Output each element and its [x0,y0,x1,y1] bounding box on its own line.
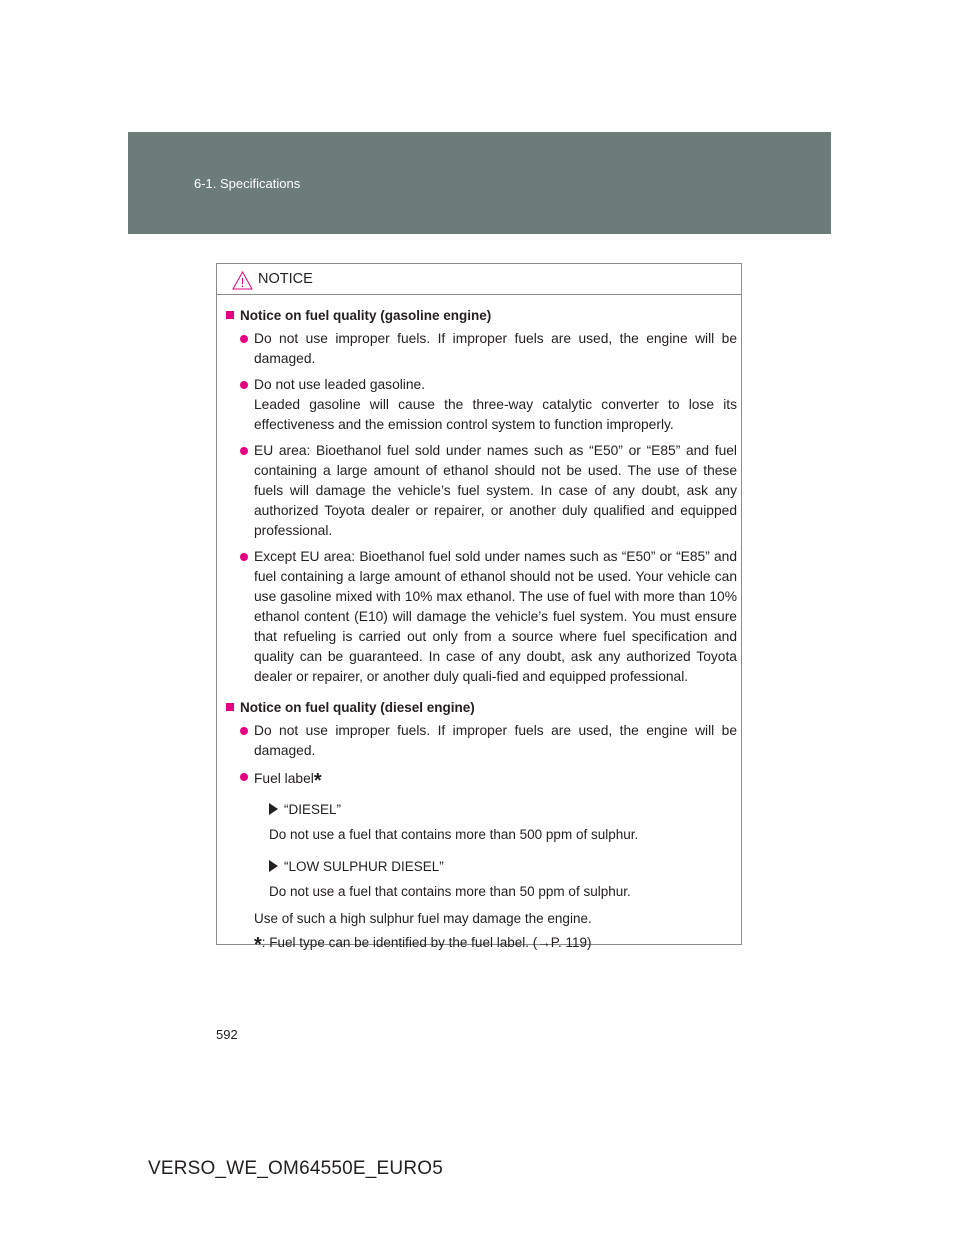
fuel-label-text: Do not use a fuel that contains more than 50 ppm of sulphur. [269,884,631,899]
page-number: 592 [216,1027,238,1042]
section-title: 6-1. Specifications [194,176,301,191]
triangle-bullet-icon [269,803,278,815]
list-item: Do not use leaded gasoline. Leaded gasoline will cause the three-way catalytic converter to lose its effectiveness and the emission control system to function improperly. [254,375,737,435]
list-item: Do not use improper fuels. If improper fuels are used, the engine will be damaged. [254,329,737,369]
section-heading-gasoline: Notice on fuel quality (gasoline engine) [226,306,491,326]
triangle-bullet-icon [269,860,278,872]
notice-box [216,263,742,956]
warning-icon [232,271,253,290]
fuel-label-text: Do not use a fuel that contains more than 500 ppm of sulphur. [269,827,639,842]
footnote: *: Fuel type can be identified by the fuel label. (→P. 119) [254,934,592,956]
sulphur-warning: Use of such a high sulphur fuel may damage the engine. [254,911,592,926]
section-header-bar [128,132,831,234]
list-item: Fuel label* [254,767,737,789]
notice-body [217,295,741,956]
footnote-marker: * [313,770,322,792]
document-code: VERSO_WE_OM64550E_EURO5 [148,1158,443,1179]
list-item: Except EU area: Bioethanol fuel sold under names such as “E50” or “E85” and fuel containing a large amount of ethanol should not be used. Your vehicle can use gasoline mixed with 10% max ethanol. The use of fuel with more than 10% ethanol content (E10) will damage the vehicle’s fuel system. You must ensure that refueling is carried out only from a source where fuel specification and quality can be guaranteed. In case of any doubt, ask any authorized Toyota dealer or repairer, or another duly quali-fied and equipped professional. [254,547,737,687]
notice-header [217,264,741,295]
fuel-label-name: “LOW SULPHUR DIESEL” [269,857,444,877]
square-bullet-icon [226,311,234,319]
bullet-icon [240,773,248,781]
fuel-label-name: “DIESEL” [269,800,341,820]
bullet-icon [240,447,248,455]
list-item: EU area: Bioethanol fuel sold under names such as “E50” or “E85” and fuel containing a large amount of ethanol should not be used. The use of these fuels will damage the vehicle’s fuel system. In case of any doubt, ask any authorized Toyota dealer or repairer, or another duly qualified and equipped professional. [254,441,737,541]
section-heading-diesel: Notice on fuel quality (diesel engine) [226,698,475,718]
notice-title: NOTICE [258,271,313,287]
footnote-marker: * [254,934,262,956]
bullet-icon [240,727,248,735]
bullet-icon [240,553,248,561]
bullet-icon [240,381,248,389]
square-bullet-icon [226,703,234,711]
list-item: Do not use improper fuels. If improper fuels are used, the engine will be damaged. [254,721,737,761]
bullet-icon [240,335,248,343]
